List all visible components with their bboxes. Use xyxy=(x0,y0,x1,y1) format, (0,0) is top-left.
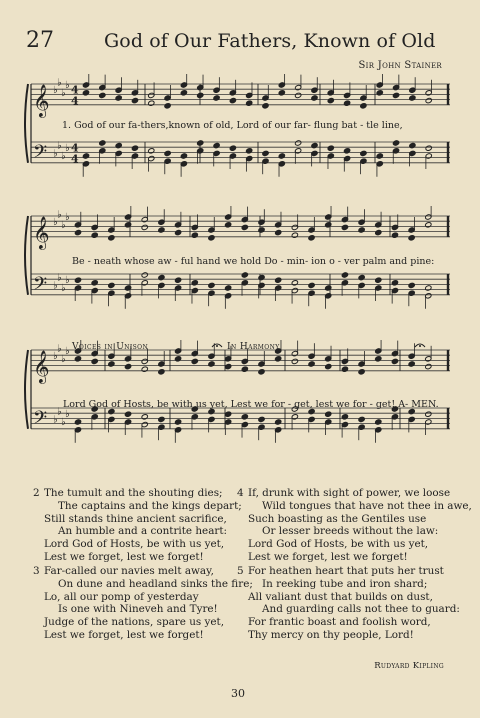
bass-chord xyxy=(327,145,334,169)
treble-chord xyxy=(275,212,282,236)
bass-chord xyxy=(278,153,285,177)
svg-text:♭: ♭ xyxy=(53,148,58,160)
treble-chord xyxy=(375,212,382,236)
treble-chord xyxy=(246,82,253,106)
bass-chord xyxy=(91,280,98,304)
treble-chord xyxy=(175,212,182,236)
bass-chord xyxy=(99,140,106,164)
svg-text:♭: ♭ xyxy=(65,80,70,91)
composer-credit: Sir John Stainer xyxy=(358,60,442,71)
treble-chord xyxy=(425,206,432,228)
stanza-4 xyxy=(237,487,472,564)
treble-chord xyxy=(241,207,248,231)
svg-text:♭: ♭ xyxy=(65,275,70,287)
bass-chord xyxy=(74,419,81,443)
bass-clef-icon: 𝄢 xyxy=(33,141,48,167)
svg-text:♭: ♭ xyxy=(57,209,62,221)
bass-chord xyxy=(180,153,187,177)
treble-chord xyxy=(124,206,131,228)
bass-chord xyxy=(344,148,351,172)
svg-text:♭: ♭ xyxy=(61,87,66,99)
treble-chord xyxy=(391,214,398,238)
treble-chord xyxy=(391,341,398,365)
treble-chord xyxy=(115,77,122,101)
treble-chord xyxy=(358,209,365,233)
stanza-line: Still stands thine ancient sacrifice, xyxy=(44,512,227,525)
stanza-line: All valiant dust that builds on dust, xyxy=(248,590,433,603)
bass-chord xyxy=(262,150,269,174)
treble-clef-icon: 𝄞 xyxy=(33,83,50,117)
stanza-line: Such boasting as the Gentiles use xyxy=(248,512,427,525)
brace xyxy=(25,350,28,429)
svg-text:♭: ♭ xyxy=(65,346,70,357)
treble-chord xyxy=(325,206,332,228)
treble-chord xyxy=(99,75,106,99)
svg-text:♭: ♭ xyxy=(53,414,58,426)
treble-chord xyxy=(425,80,432,104)
stanza-2 xyxy=(33,487,242,564)
bass-key-signature xyxy=(53,141,70,162)
treble-clef-icon: 𝄞 xyxy=(33,349,50,383)
svg-text:4: 4 xyxy=(71,152,79,166)
stanza-number: 3 xyxy=(33,565,40,577)
lyrics-line-2: Be - neath whose aw - ful hand we hold Do - min- ion o - ver palm and pine: xyxy=(72,256,435,267)
stanza-line: Lest we forget, lest we forget! xyxy=(44,628,204,641)
bass-chord xyxy=(308,282,315,306)
treble-chord xyxy=(141,207,148,231)
treble-key-signature xyxy=(53,343,70,364)
treble-chord xyxy=(131,80,138,104)
bass-chord xyxy=(325,285,332,309)
bass-time-signature xyxy=(71,141,79,165)
svg-text:♭: ♭ xyxy=(57,406,62,418)
hymn-number: 27 xyxy=(26,28,54,53)
svg-text:♭: ♭ xyxy=(53,351,58,363)
svg-text:4: 4 xyxy=(71,83,79,97)
stanza-line: In reeking tube and iron shard; xyxy=(262,577,428,590)
bass-chord xyxy=(74,277,81,301)
treble-chord xyxy=(327,80,334,104)
bass-chord xyxy=(208,282,215,306)
bass-chord xyxy=(392,140,399,164)
stanza-line: For heathen heart that puts her trust xyxy=(248,565,444,577)
stanza-line: If, drunk with sight of power, we loose xyxy=(248,487,451,499)
stanza-number: 5 xyxy=(237,565,244,577)
treble-chord xyxy=(278,74,285,96)
bass-chord xyxy=(358,416,365,440)
bass-staff xyxy=(31,142,450,166)
bass-chord xyxy=(325,411,332,435)
bass-chord xyxy=(225,285,232,309)
treble-chord xyxy=(191,341,198,365)
bass-chord xyxy=(141,272,148,296)
bass-chord xyxy=(229,145,236,169)
stanza-line: Lest we forget, lest we forget! xyxy=(44,550,204,563)
treble-chord xyxy=(262,85,269,109)
stanza-number: 2 xyxy=(33,487,40,499)
treble-chord xyxy=(291,341,298,365)
treble-chord xyxy=(408,217,415,241)
bass-chord xyxy=(376,153,383,177)
treble-staff xyxy=(31,84,450,108)
bass-chord xyxy=(425,411,432,435)
stanza-line: Judge of the nations, spare us yet, xyxy=(44,616,225,629)
bass-chord xyxy=(241,272,248,296)
bass-chord xyxy=(108,282,115,306)
treble-chord xyxy=(158,351,165,375)
treble-chord xyxy=(213,77,220,101)
bass-chord xyxy=(341,272,348,296)
treble-time-signature xyxy=(71,83,79,107)
lyrics-line-1: 1. God of our fa-thers,known of old, Lord of our far- flung bat - tle line, xyxy=(62,120,403,131)
svg-text:♭: ♭ xyxy=(53,85,58,97)
treble-chord xyxy=(82,74,89,96)
bass-clef-icon: 𝄢 xyxy=(33,407,48,433)
bass-chord xyxy=(275,419,282,443)
treble-chord xyxy=(308,343,315,367)
stanza-line: Lord God of Hosts, be with us yet, xyxy=(44,538,225,551)
bass-chord xyxy=(225,411,232,435)
svg-text:♭: ♭ xyxy=(61,353,66,365)
stanza-number: 4 xyxy=(237,487,244,499)
stanza-line: Lest we forget, lest we forget! xyxy=(248,550,408,563)
direction-unison: Voices in Unison xyxy=(72,342,149,352)
page-number: 30 xyxy=(231,687,245,700)
svg-text:♭: ♭ xyxy=(61,151,66,162)
svg-text:♭: ♭ xyxy=(65,409,70,421)
bass-chord xyxy=(375,277,382,301)
treble-chord xyxy=(408,343,415,367)
bass-chord xyxy=(175,419,182,443)
author-credit: Rudyard Kipling xyxy=(374,661,444,671)
svg-text:♭: ♭ xyxy=(57,140,62,152)
stanza-line: Wild tongues that have not thee in awe, xyxy=(262,499,472,512)
treble-chord xyxy=(91,214,98,238)
bass-chord xyxy=(375,419,382,443)
treble-chord xyxy=(208,343,215,367)
treble-chord xyxy=(158,209,165,233)
treble-chord xyxy=(409,77,416,101)
stanza-3 xyxy=(33,565,253,642)
svg-text:♭: ♭ xyxy=(57,77,62,89)
bass-chord xyxy=(158,416,165,440)
treble-chord xyxy=(258,209,265,233)
bass-chord xyxy=(124,285,131,309)
bass-chord xyxy=(191,280,198,304)
treble-chord xyxy=(180,74,187,96)
bass-chord xyxy=(241,414,248,438)
hymn-title: God of Our Fathers, Known of Old xyxy=(104,30,436,52)
bass-chord xyxy=(295,140,302,164)
stanza-line: An humble and a contrite heart: xyxy=(58,525,228,538)
fermata-icon xyxy=(212,344,222,347)
stanza-line: For frantic boast and foolish word, xyxy=(248,616,431,629)
treble-chord xyxy=(425,346,432,370)
bass-chord xyxy=(141,414,148,438)
treble-chord xyxy=(344,82,351,106)
music-system-1 xyxy=(0,74,480,194)
bass-chord xyxy=(425,285,432,309)
treble-chord xyxy=(208,217,215,241)
stanza-line: On dune and headland sinks the fire; xyxy=(58,577,253,590)
bass-chord xyxy=(246,148,253,172)
bass-chord xyxy=(425,145,432,169)
treble-chord xyxy=(164,85,171,109)
treble-clef-icon: 𝄞 xyxy=(33,215,50,249)
svg-text:♭: ♭ xyxy=(61,283,66,294)
svg-text:♭: ♭ xyxy=(57,343,62,355)
treble-chord xyxy=(376,74,383,96)
fermata-icon xyxy=(415,344,425,347)
treble-chord xyxy=(175,340,182,362)
treble-chord xyxy=(191,214,198,238)
stanza-line: Thy mercy on thy people, Lord! xyxy=(248,628,414,641)
treble-chord xyxy=(308,217,315,241)
treble-chord xyxy=(341,207,348,231)
svg-text:♭: ♭ xyxy=(65,212,70,223)
bass-chord xyxy=(124,411,131,435)
treble-key-signature xyxy=(53,209,70,230)
lyrics-line-3: Lord God of Hosts, be with us yet, Lest we for - get, lest we for - get! A- MEN. xyxy=(63,399,439,410)
treble-key-signature xyxy=(53,77,70,98)
svg-text:♭: ♭ xyxy=(65,143,70,155)
stanza-5 xyxy=(237,565,460,642)
bass-chord xyxy=(164,150,171,174)
treble-chord xyxy=(295,75,302,99)
treble-chord xyxy=(341,348,348,372)
treble-chord xyxy=(358,351,365,375)
bass-key-signature xyxy=(53,273,70,294)
treble-chord xyxy=(360,85,367,109)
treble-chord xyxy=(225,206,232,228)
stanza-line: And guarding calls not thee to guard: xyxy=(262,603,460,616)
svg-text:♭: ♭ xyxy=(53,217,58,229)
treble-chord xyxy=(74,212,81,236)
stanza-line: The captains and the kings depart; xyxy=(58,499,242,512)
treble-chord xyxy=(258,351,265,375)
bass-chord xyxy=(82,153,89,177)
stanza-line: Lo, all our pomp of yesterday xyxy=(44,590,199,603)
bass-chord xyxy=(175,277,182,301)
bass-clef-icon: 𝄢 xyxy=(33,273,48,299)
stanza-line: Or lesser breeds without the law: xyxy=(262,525,439,538)
svg-text:♭: ♭ xyxy=(57,272,62,284)
svg-text:4: 4 xyxy=(71,141,79,155)
bass-chord xyxy=(291,280,298,304)
treble-chord xyxy=(108,217,115,241)
stanza-line: Far-called our navies melt away, xyxy=(44,565,214,577)
direction-harmony: In Harmony xyxy=(227,342,280,352)
bass-chord xyxy=(391,280,398,304)
bass-chord xyxy=(341,414,348,438)
treble-chord xyxy=(197,75,204,99)
svg-text:♭: ♭ xyxy=(61,219,66,231)
treble-chord xyxy=(325,346,332,370)
bass-chord xyxy=(258,416,265,440)
treble-chord xyxy=(392,75,399,99)
brace xyxy=(25,216,28,295)
svg-text:♭: ♭ xyxy=(61,417,66,428)
bass-chord xyxy=(360,150,367,174)
bass-chord xyxy=(275,277,282,301)
bass-chord xyxy=(408,282,415,306)
bass-chord xyxy=(148,148,155,172)
stanza-line: The tumult and the shouting dies; xyxy=(44,487,223,499)
treble-chord xyxy=(375,340,382,362)
treble-chord xyxy=(311,77,318,101)
stanza-line: Is one with Nineveh and Tyre! xyxy=(58,603,218,616)
bass-chord xyxy=(131,145,138,169)
treble-chord xyxy=(229,80,236,104)
svg-text:4: 4 xyxy=(71,94,79,108)
brace xyxy=(25,84,28,163)
svg-text:♭: ♭ xyxy=(53,280,58,292)
stanza-line: Lord God of Hosts, be with us yet, xyxy=(248,538,429,551)
